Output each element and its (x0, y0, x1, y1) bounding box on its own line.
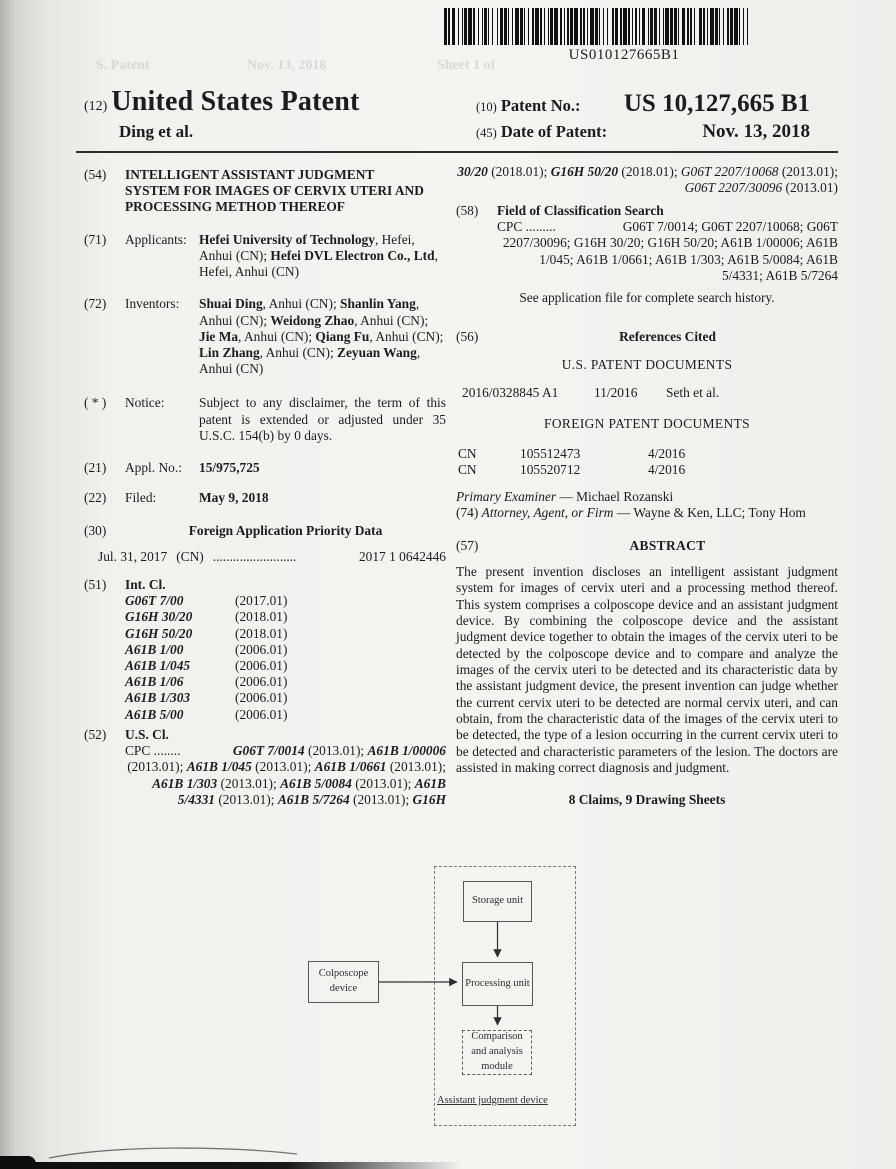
foreign-document-row (458, 462, 838, 478)
us-patent-documents-heading: U.S. PATENT DOCUMENTS (561, 357, 733, 373)
int-cl-row (125, 690, 446, 706)
foreign-patent-documents-heading: FOREIGN PATENT DOCUMENTS (543, 415, 751, 431)
priority-heading-section (84, 523, 446, 539)
notice-text: Subject to any disclaimer, the term of this patent is extended or adjusted under 35 U.S.C. 154(b) by 0 days. (199, 395, 446, 443)
reference-number: 105520712 (520, 462, 581, 478)
inventors-label: Inventors: (125, 296, 180, 312)
field-number-72: (72) (84, 296, 107, 312)
us-cl-codes: G06T 7/0014 (2013.01); A61B 1/00006 (2013.01); A61B 1/045 (2013.01); A61B 1/0661 (2013.01); A61B 1/303 (2013.01); A61B 5/0084 (2013.01); A61B 5/4331 (2013.01); A61B 5/7264 (2013.01); G16H (127, 743, 446, 807)
int-cl-heading: Int. Cl. (125, 576, 166, 592)
abstract-text: The present invention discloses an intelligent assistant judgment system for images of cervix uteri and a processing method thereof. This system comprises a colposcope device and an assistant judgment device. By combining the colposcope device and the assistant judgment device together to obtain the images of the cervix uteri to be detected by the colposcope device and to compare and analyze the images of the cervix uteri to be detected and its characteristic data by the assistant judgment device, the present invention can judge whether the current cervix uteri to be detected are normal cervix uteri, and can obtain, from the characteristic data of the images of the cervix uteri to be detected, the type of a lesion occurring in the current cervix uteri to be detected and characteristic parameters of the lesion. The doctors are assisted in making correct diagnosis and judgment. (456, 563, 838, 775)
int-cl-list (125, 593, 446, 723)
field-number-10: (10) (476, 100, 497, 114)
int-cl-row (125, 658, 446, 674)
int-cl-year: (2006.01) (235, 690, 288, 706)
primary-examiner-line: Primary Examiner — Michael Rozanski (456, 488, 674, 504)
figure-diagram (290, 855, 590, 1145)
processing-unit-label: Processing unit (465, 977, 530, 989)
storage-unit-box (463, 881, 532, 922)
reference-number: 105512473 (520, 446, 581, 462)
int-cl-row (125, 642, 446, 658)
int-cl-heading-section (84, 577, 446, 593)
priority-dots: ......................... (212, 548, 297, 564)
scan-bottom-corner (0, 1156, 36, 1169)
field-number-12: (12) (84, 99, 108, 114)
reference-country: CN (458, 462, 477, 478)
cpc-lead: CPC ......... (497, 219, 556, 235)
int-cl-year: (2006.01) (235, 674, 288, 690)
field-of-search-codes: G06T 7/0014; G06T 2207/10068; G06T 2207/30096; G16H 30/20; G16H 50/20; A61B 1/00006; A61B 1/045; A61B 1/0661; A61B 1/303; A61B 5/0084; A61B 5/4331; A61B 5/7264 (502, 219, 838, 284)
int-cl-year: (2018.01) (235, 609, 288, 625)
filed-section (84, 490, 446, 506)
field-of-search-heading: Field of Classification Search (497, 202, 664, 218)
priority-entry (98, 549, 446, 565)
int-cl-year: (2017.01) (235, 593, 288, 609)
int-cl-code: G16H 30/20 (125, 609, 193, 625)
int-cl-row (125, 626, 446, 642)
notice-section (84, 395, 446, 444)
processing-unit-box (462, 962, 533, 1006)
field-number-30: (30) (84, 522, 107, 538)
abstract-heading: ABSTRACT (629, 537, 706, 553)
filed-value: May 9, 2018 (199, 490, 269, 506)
appl-no-label: Appl. No.: (125, 460, 182, 476)
int-cl-code: A61B 1/06 (125, 674, 184, 690)
patent-authors: Ding et al. (119, 122, 194, 141)
cpc-lead: CPC ........ (125, 743, 181, 759)
int-cl-row (125, 674, 446, 690)
patent-number-row (476, 90, 810, 118)
date-of-patent-label: Date of Patent: (500, 122, 608, 141)
search-history-note: See application file for complete search history. (519, 290, 775, 306)
us-cl-heading: U.S. Cl. (125, 726, 169, 742)
int-cl-row (125, 707, 446, 723)
int-cl-code: G16H 50/20 (125, 625, 193, 641)
inventors-value: Shuai Ding, Anhui (CN); Shanlin Yang, Anhui (CN); Weidong Zhao, Anhui (CN); Jie Ma, Anhui (CN); Qiang Fu, Anhui (CN); Lin Zhang, Anhui (CN); Zeyuan Wang, Anhui (CN) (199, 296, 444, 377)
priority-heading: Foreign Application Priority Data (188, 522, 383, 538)
right-column (456, 164, 838, 809)
us-cl-cpc-block (125, 743, 446, 808)
assistant-judgment-device-label: Assistant judgment device (437, 1095, 548, 1106)
reference-date: 11/2016 (594, 385, 638, 401)
field-number-57: (57) (456, 537, 479, 553)
patent-date-row (476, 121, 810, 143)
ghost-text-left: S. Patent (96, 58, 150, 73)
comparison-analysis-module-label: Comparison and analysis module (471, 1031, 523, 1072)
reference-name: Seth et al. (666, 385, 720, 401)
claims-line: 8 Claims, 9 Drawing Sheets (568, 792, 726, 808)
patent-number: US 10,127,665 B1 (623, 90, 810, 117)
foreign-document-row (458, 446, 838, 462)
field-number-71: (71) (84, 231, 107, 247)
scan-bottom-edge (0, 1162, 462, 1169)
int-cl-year: (2006.01) (235, 641, 288, 657)
field-of-search-heading-section (456, 203, 838, 219)
reference-number: 2016/0328845 A1 (462, 385, 559, 401)
abstract-heading-section (456, 538, 838, 554)
applicants-label: Applicants: (125, 231, 187, 247)
field-of-search-cpc-block (497, 219, 838, 284)
filed-label: Filed: (125, 490, 157, 506)
field-number-51: (51) (84, 576, 107, 592)
field-number-58: (58) (456, 202, 479, 218)
field-number-52: (52) (84, 726, 107, 742)
reference-country: CN (458, 446, 477, 462)
barcode (444, 8, 804, 45)
priority-number: 2017 1 0642446 (358, 548, 446, 564)
patent-date: Nov. 13, 2018 (702, 121, 810, 142)
invention-title-section (84, 167, 446, 216)
comparison-analysis-module-box (462, 1030, 532, 1075)
header-divider (76, 151, 838, 153)
field-number-45: (45) (476, 126, 497, 140)
us-patent-document-row (462, 385, 838, 401)
field-number-21: (21) (84, 460, 107, 476)
references-heading: References Cited (619, 328, 716, 344)
int-cl-row (125, 609, 446, 625)
int-cl-year: (2018.01) (235, 625, 288, 641)
priority-country: (CN) (176, 548, 204, 564)
barcode-text: US010127665B1 (568, 47, 680, 63)
reference-date: 4/2016 (648, 446, 686, 462)
notice-label: Notice: (125, 395, 165, 411)
notice-asterisk: ( * ) (84, 395, 107, 411)
page-title: United States Patent (111, 86, 360, 117)
colposcope-device-box (308, 961, 379, 1003)
applicants-section (84, 232, 446, 281)
invention-title: INTELLIGENT ASSISTANT JUDGMENT SYSTEM FOR IMAGES OF CERVIX UTERI AND PROCESSING METHOD THEREOF (125, 167, 424, 215)
int-cl-year: (2006.01) (235, 706, 288, 722)
int-cl-code: A61B 1/00 (125, 641, 184, 657)
int-cl-code: A61B 5/00 (125, 706, 184, 722)
field-number-56: (56) (456, 328, 479, 344)
ghost-text-right: Sheet 1 of (437, 58, 496, 73)
int-cl-row (125, 593, 446, 609)
patent-no-label: Patent No.: (500, 96, 581, 115)
int-cl-code: A61B 1/045 (125, 658, 191, 674)
references-heading-section (456, 329, 838, 345)
field-number-54: (54) (84, 167, 107, 182)
us-cl-continued: 30/20 (2018.01); G16H 50/20 (2018.01); G06T 2207/10068 (2013.01); G06T 2207/30096 (2013.01) (457, 164, 838, 196)
ghost-text-mid: Nov. 13, 2018 (247, 58, 327, 73)
inventors-section (84, 296, 446, 377)
int-cl-code: A61B 1/303 (125, 690, 191, 706)
document-kind (84, 86, 360, 118)
appl-no-value: 15/975,725 (199, 460, 260, 476)
us-cl-heading-section (84, 727, 446, 743)
int-cl-code: G06T 7/00 (125, 593, 184, 609)
colposcope-device-label: Colposcope device (318, 968, 369, 994)
field-number-22: (22) (84, 490, 107, 506)
int-cl-year: (2006.01) (235, 658, 288, 674)
reference-date: 4/2016 (648, 462, 686, 478)
applicants-value: Hefei University of Technology, Hefei, Anhui (CN); Hefei DVL Electron Co., Ltd, Hefei, Anhui (CN) (199, 231, 438, 280)
storage-unit-label: Storage unit (471, 895, 524, 907)
attorney-line: (74) Attorney, Agent, or Firm — Wayne & Ken, LLC; Tony Hom (456, 505, 806, 521)
application-number-section (84, 460, 446, 476)
priority-date: Jul. 31, 2017 (98, 548, 168, 564)
left-column (84, 167, 446, 808)
